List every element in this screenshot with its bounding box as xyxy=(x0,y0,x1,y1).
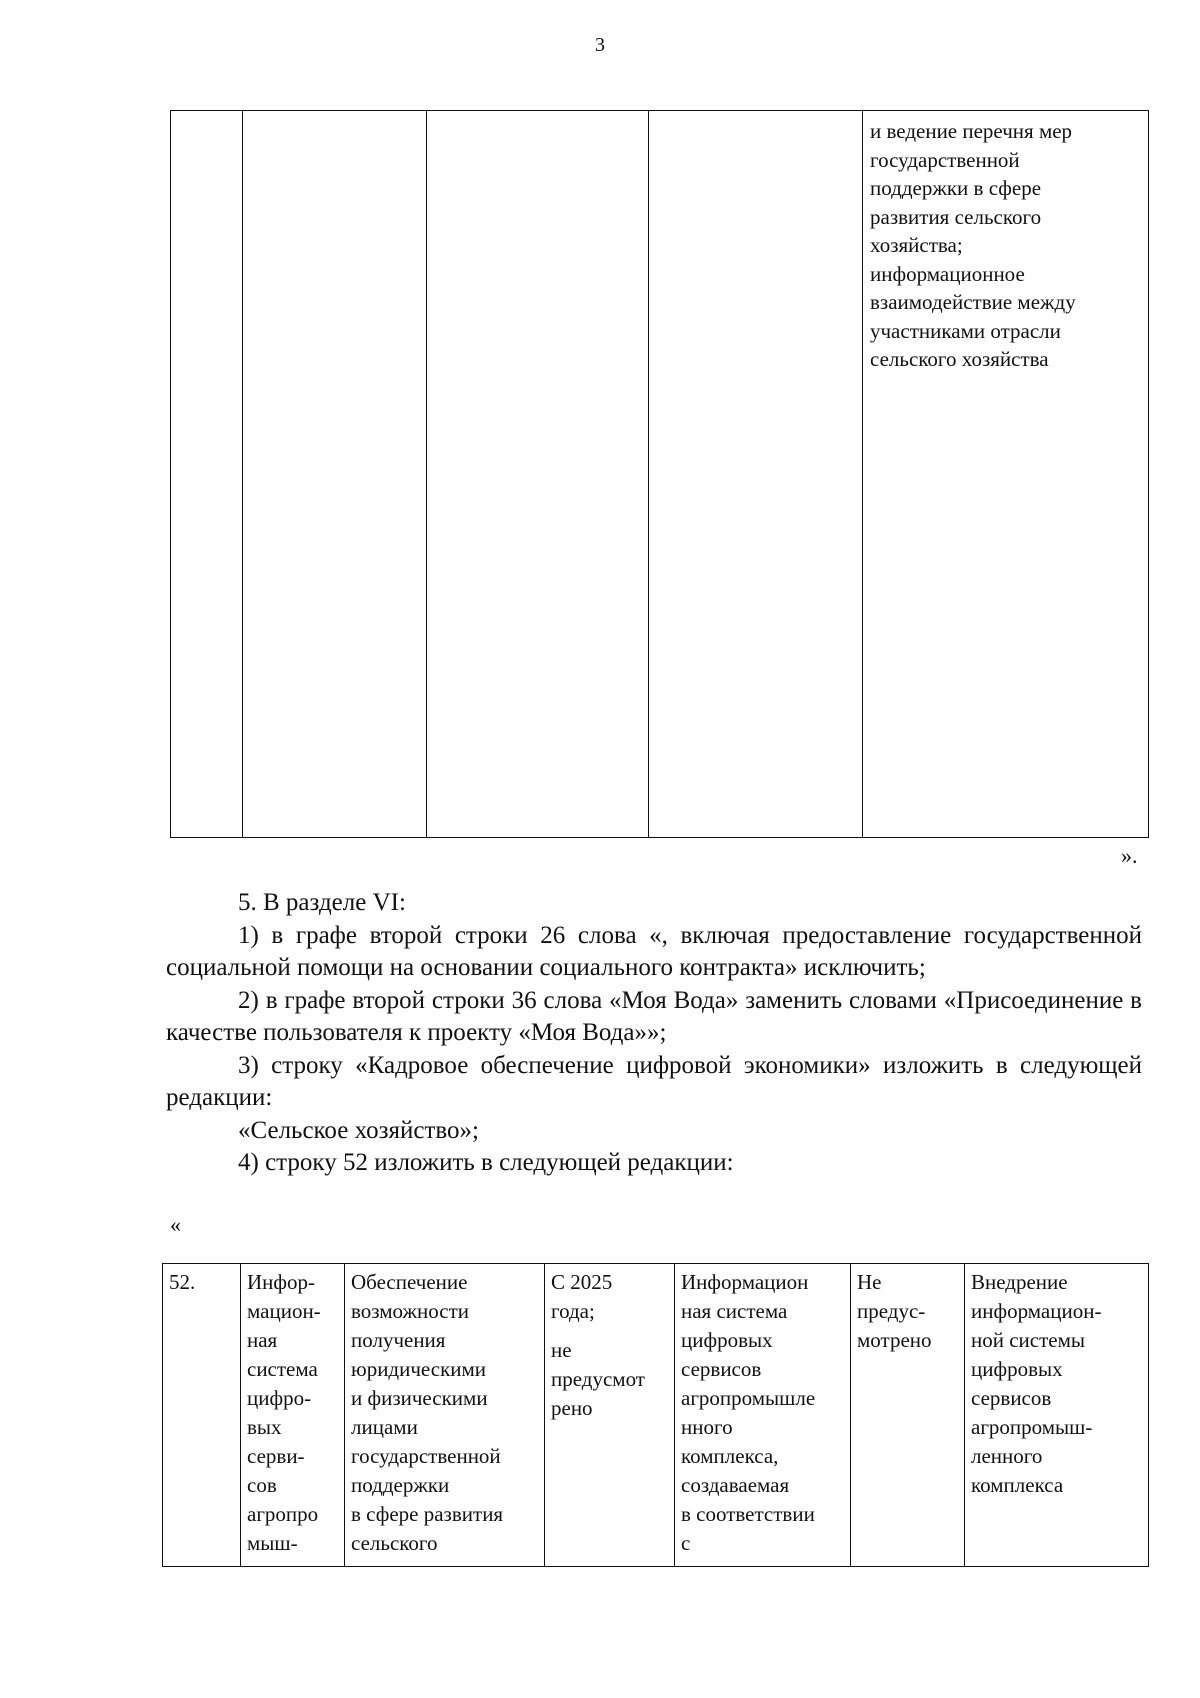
table-row xyxy=(163,1264,1149,1567)
table-cell xyxy=(545,1264,675,1567)
table-cell xyxy=(345,1264,545,1567)
table-cell-description xyxy=(863,111,1149,838)
cell-line: в соответствии xyxy=(681,1502,815,1526)
table-cell xyxy=(171,111,243,838)
cell-line: возможности xyxy=(351,1299,470,1323)
cell-line: информационное xyxy=(870,261,1025,286)
cell-line: и ведение перечня мер xyxy=(870,119,1073,143)
cell-line: Инфор- xyxy=(247,1270,316,1294)
cell-line: цифро- xyxy=(247,1386,312,1410)
opening-quote: « xyxy=(170,1212,181,1237)
replacement-table xyxy=(162,1263,1149,1567)
page-number: 3 xyxy=(595,34,605,56)
cell-line: цифровых xyxy=(971,1357,1063,1381)
section-heading: 5. В разделе VI: xyxy=(238,889,406,916)
cell-line: в сфере развития xyxy=(351,1502,504,1526)
cell-line: с xyxy=(681,1531,691,1555)
cell-line: С 2025 xyxy=(551,1270,613,1294)
cell-line: агропромышле xyxy=(681,1386,816,1410)
cell-line: нного xyxy=(681,1415,733,1439)
cell-line: сов xyxy=(247,1473,277,1497)
table-cell xyxy=(241,1264,345,1567)
paragraph: 2) в графе второй строки 36 слова «Моя Вода» заменить словами «Присоединение в качестве пользователя к проекту «Моя Вода»»; xyxy=(166,986,1142,1046)
cell-line: Обеспечение xyxy=(351,1270,468,1294)
cell-line: ная xyxy=(247,1328,278,1352)
cell-line: юридическими xyxy=(351,1357,487,1381)
cell-line: мыш- xyxy=(247,1531,298,1555)
cell-line: лицами xyxy=(351,1415,418,1439)
cell-line: не xyxy=(551,1338,572,1362)
spacer xyxy=(551,1326,669,1336)
row-number: 52. xyxy=(169,1270,196,1294)
cell-line: агропромыш- xyxy=(971,1415,1093,1439)
paragraph: 4) строку 52 изложить в следующей редакции: xyxy=(238,1149,734,1176)
cell-line: поддержки xyxy=(351,1473,450,1497)
table-cell xyxy=(965,1264,1149,1567)
table-row xyxy=(171,111,1149,838)
paragraph: 1) в графе второй строки 26 слова «, включая предоставление государственной социальной помощи на основании социального контракта» исключить; xyxy=(166,921,1142,981)
cell-line: сельского хозяйства xyxy=(870,347,1049,371)
cell-line: сервисов xyxy=(971,1386,1052,1410)
cell-line: и физическими xyxy=(351,1386,488,1410)
closing-quote: ». xyxy=(1121,843,1138,868)
cell-line: сельского xyxy=(351,1531,438,1555)
cell-line: комплекса xyxy=(971,1473,1064,1497)
cell-line: мацион- xyxy=(247,1299,321,1323)
cell-line: государственной xyxy=(870,147,1020,172)
cell-line: государственной xyxy=(351,1444,501,1468)
amendment-text xyxy=(166,887,1142,1180)
cell-line: система xyxy=(247,1357,318,1381)
cell-line: серви- xyxy=(247,1444,305,1468)
cell-line: ная система xyxy=(681,1299,788,1323)
table-cell xyxy=(851,1264,965,1567)
cell-line: ной системы xyxy=(971,1328,1086,1352)
cell-line: информацион- xyxy=(971,1299,1102,1323)
table-cell xyxy=(427,111,649,838)
cell-line: сервисов xyxy=(681,1357,762,1381)
cell-line: комплекса, xyxy=(681,1444,779,1468)
cell-line: цифровых xyxy=(681,1328,773,1352)
cell-line: предусмот xyxy=(551,1367,645,1391)
cell-line: развития сельского xyxy=(870,204,1042,229)
cell-line: агропро xyxy=(247,1502,319,1526)
continued-table xyxy=(170,110,1149,838)
table-cell xyxy=(675,1264,851,1567)
cell-line: получения xyxy=(351,1328,446,1352)
cell-line: вых xyxy=(247,1415,282,1439)
cell-line: Не xyxy=(857,1270,882,1294)
paragraph: «Сельское хозяйство»; xyxy=(238,1116,479,1144)
cell-line: хозяйства; xyxy=(870,233,963,257)
cell-line: мотрено xyxy=(857,1328,932,1352)
table-cell xyxy=(243,111,427,838)
paragraph: 3) строку «Кадровое обеспечение цифровой экономики» изложить в следующей редакции: xyxy=(166,1051,1142,1111)
cell-line: рено xyxy=(551,1396,593,1420)
cell-line: года; xyxy=(551,1299,595,1323)
cell-line: предус- xyxy=(857,1299,926,1323)
cell-line: участниками отрасли xyxy=(870,318,1061,343)
cell-line: взаимодействие между xyxy=(870,290,1076,314)
cell-line: ленного xyxy=(971,1444,1043,1468)
table-cell xyxy=(649,111,863,838)
cell-line: создаваемая xyxy=(681,1473,790,1497)
cell-line: Внедрение xyxy=(971,1270,1068,1294)
row-number-cell xyxy=(163,1264,241,1567)
cell-line: поддержки в сфере xyxy=(870,176,1042,200)
cell-line: Информацион xyxy=(681,1270,809,1294)
